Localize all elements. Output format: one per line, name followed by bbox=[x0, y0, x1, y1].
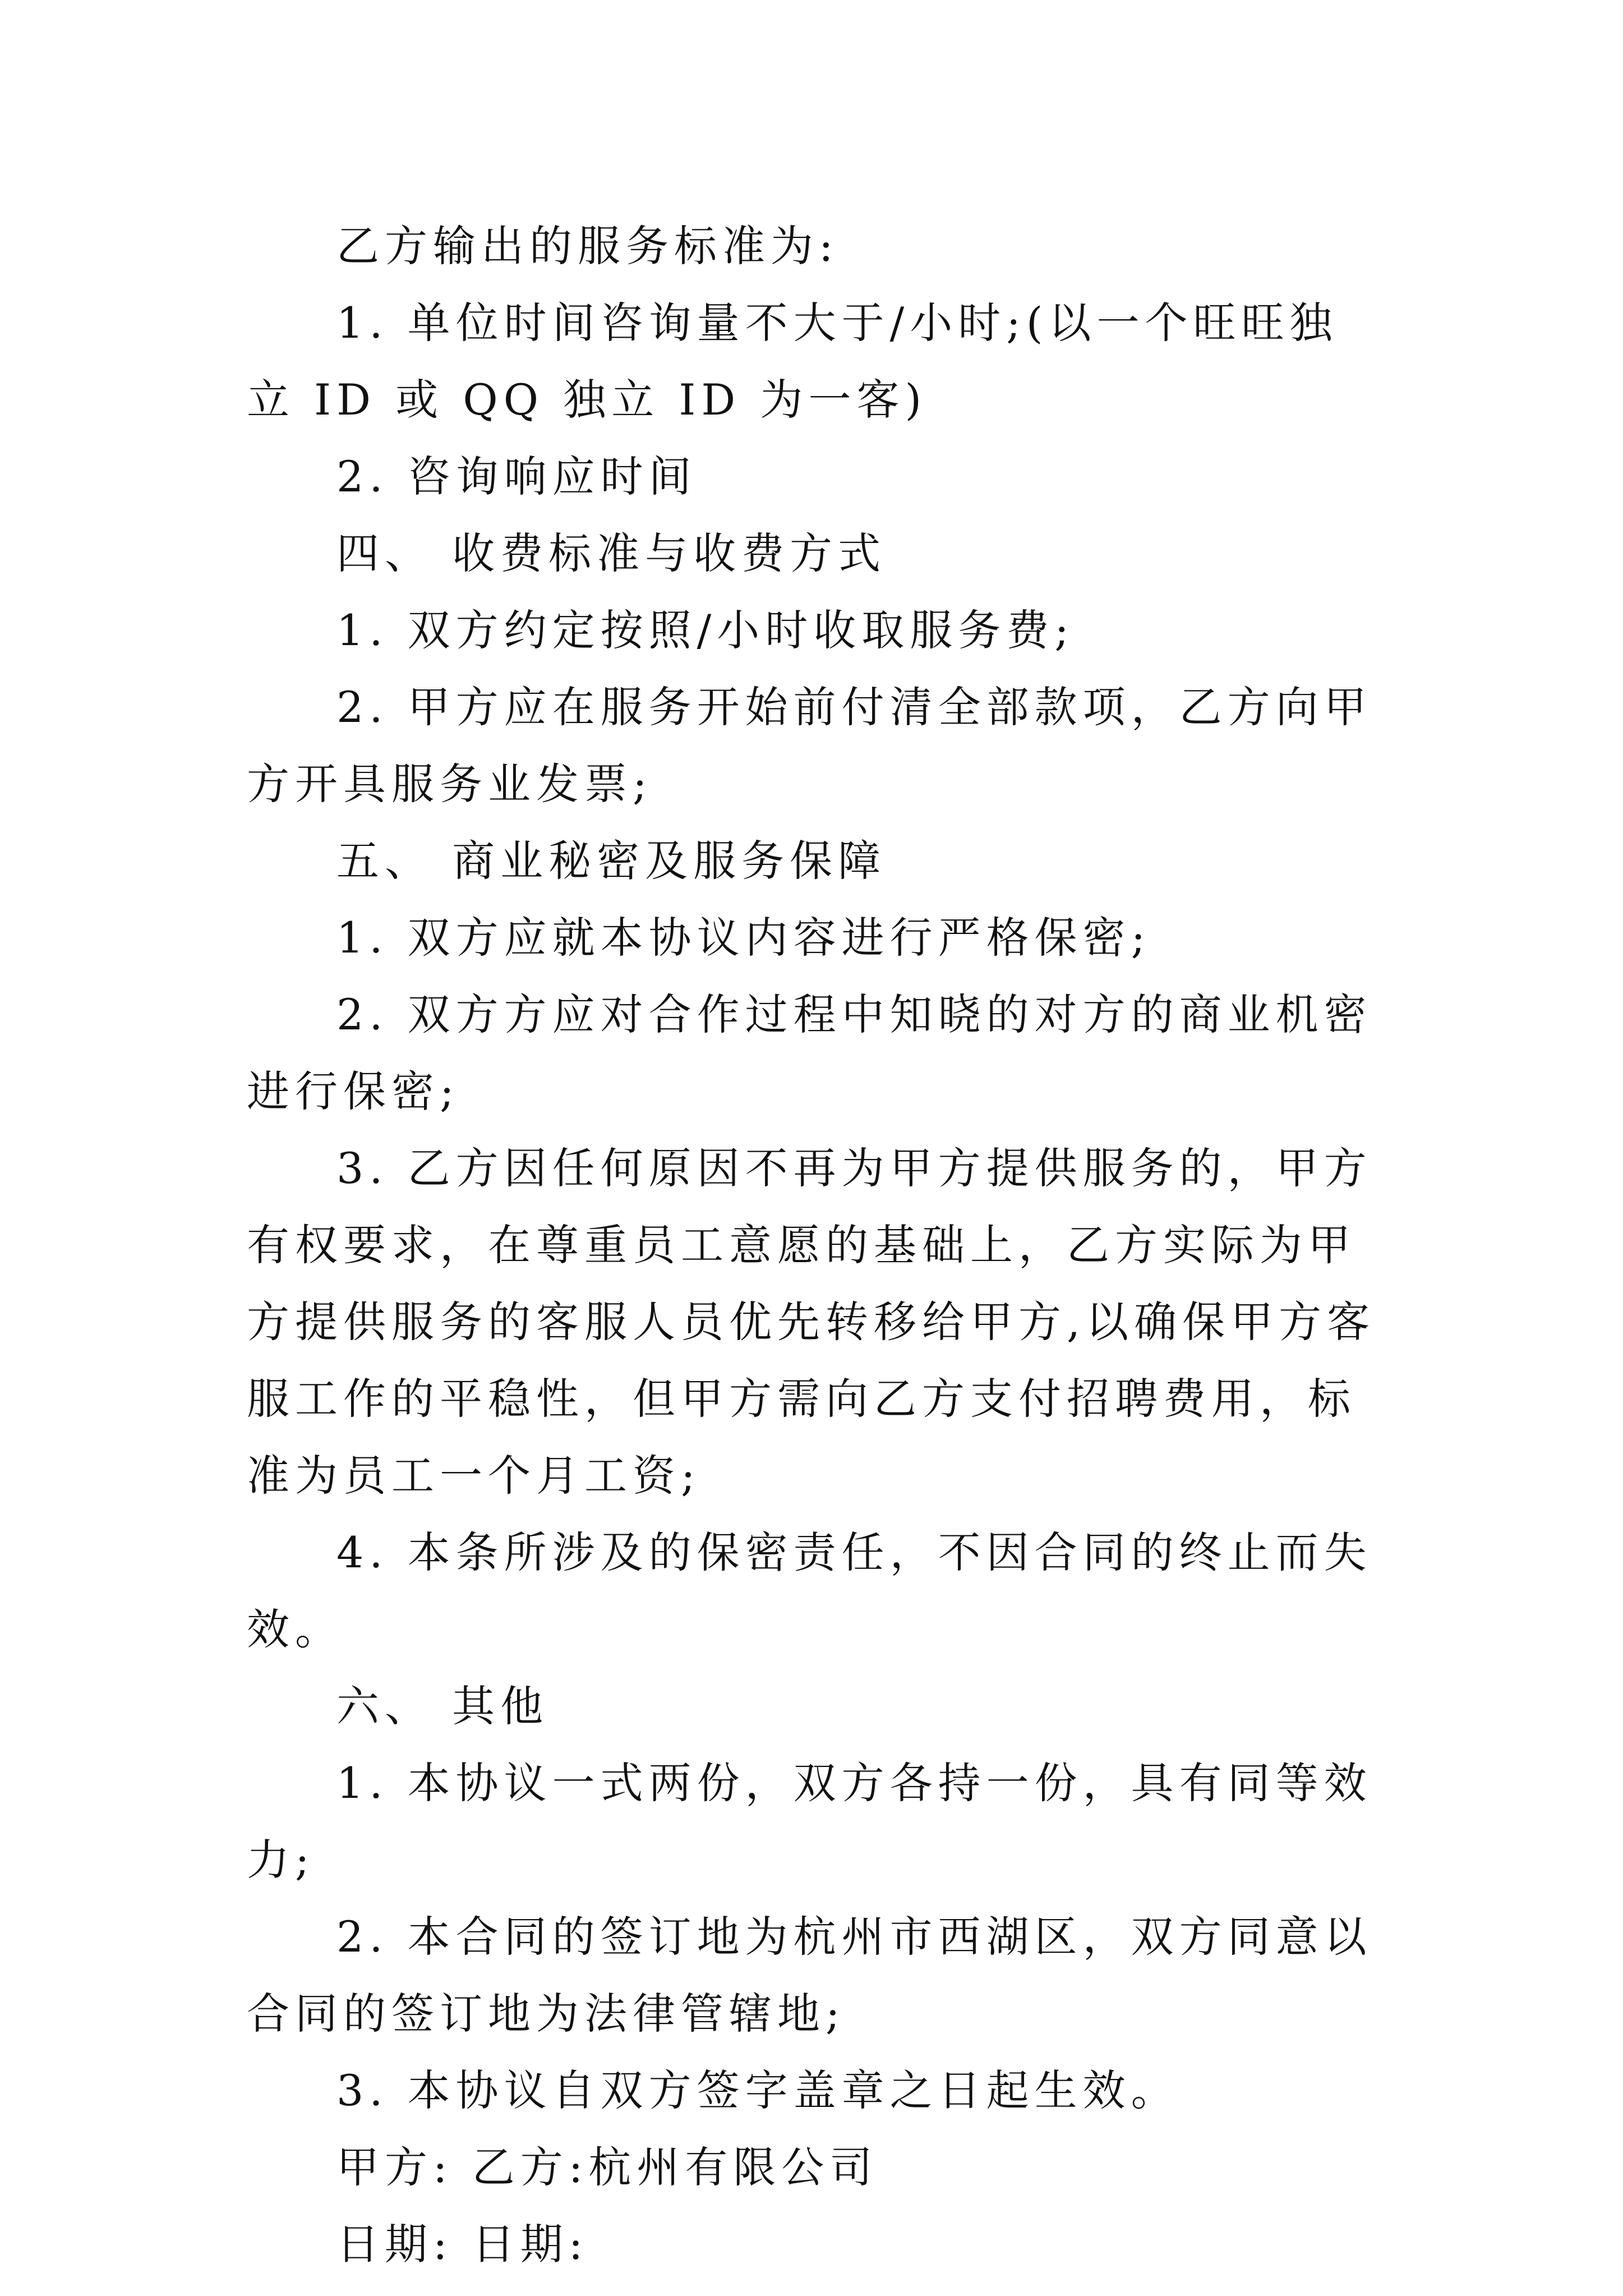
clause-fee-rate: 1. 双方约定按照/小时收取服务费; bbox=[336, 605, 1075, 655]
section-heading-other: 六、 其他 bbox=[336, 1681, 549, 1731]
signature-dates: 日期: 日期: bbox=[336, 2219, 589, 2269]
section-heading-fees: 四、 收费标准与收费方式 bbox=[336, 528, 887, 578]
clause-jurisdiction: 2. 本合同的签订地为杭州市西湖区，双方同意以合同的签订地为法律管辖地; bbox=[247, 1912, 1372, 2039]
service-standard-heading: 乙方输出的服务标准为: bbox=[336, 221, 839, 271]
clause-survival: 4. 本条所涉及的保密责任，不因合同的终止而失效。 bbox=[247, 1527, 1372, 1654]
clause-staff-transfer: 3. 乙方因任何原因不再为甲方提供服务的，甲方有权要求，在尊重员工意愿的基础上，乙方实际为甲方提供服务的客服人员优先转移给甲方,以确保甲方客服工作的平稳性，但甲方需向乙方支付招聘费用，标准为员工一个月工资; bbox=[247, 1143, 1376, 1501]
document-body bbox=[247, 208, 1385, 2283]
section-heading-confidentiality: 五、 商业秘密及服务保障 bbox=[336, 836, 887, 886]
clause-agreement-confidential: 1. 双方应就本协议内容进行严格保密; bbox=[336, 913, 1151, 963]
clause-copies: 1. 本协议一式两份，双方各持一份，具有同等效力; bbox=[247, 1758, 1372, 1885]
clause-effective: 3. 本协议自双方签字盖章之日起生效。 bbox=[336, 2065, 1179, 2115]
signature-parties: 甲方: 乙方:杭州有限公司 bbox=[336, 2142, 878, 2192]
clause-business-secrets: 2. 双方方应对合作过程中知晓的对方的商业机密进行保密; bbox=[247, 990, 1372, 1116]
clause-payment-invoice: 2. 甲方应在服务开始前付清全部款项，乙方向甲方开具服务业发票; bbox=[247, 682, 1372, 809]
clause-response-time: 2. 咨询响应时间 bbox=[336, 452, 697, 501]
clause-consult-volume: 1. 单位时间咨询量不大于/小时;(以一个旺旺独立 ID 或 QQ 独立 ID 为一客) bbox=[247, 298, 1338, 425]
